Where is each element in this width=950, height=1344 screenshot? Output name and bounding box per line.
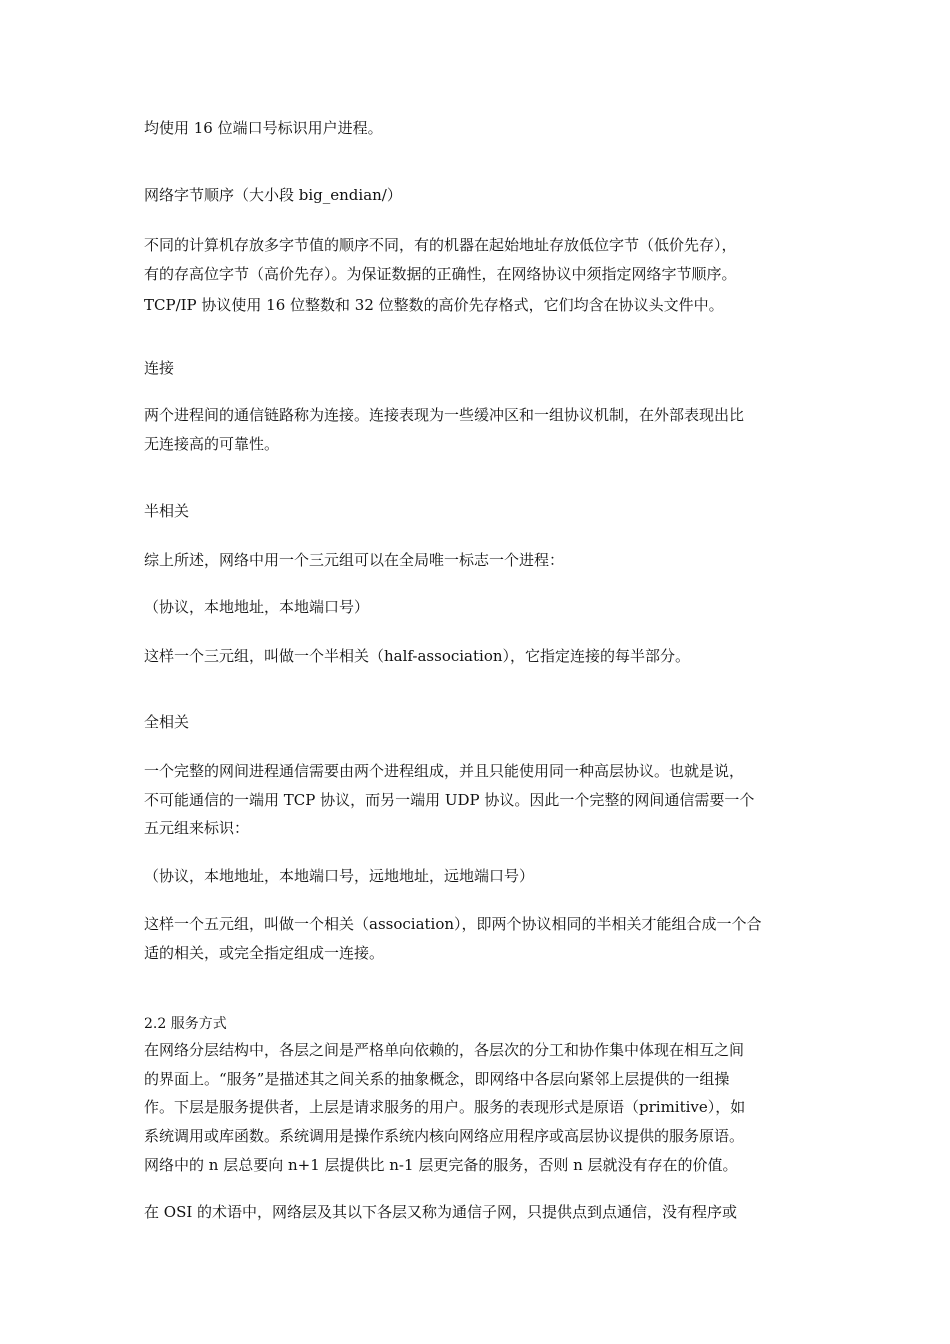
connection-line: 两个进程间的通信链路称为连接。连接表现为一些缓冲区和一组协议机制，在外部表现出比: [144, 406, 745, 424]
full-association-line: 五元组来标识：: [144, 819, 250, 837]
service-mode-heading: 2.2 服务方式: [144, 1016, 227, 1032]
connection-heading: 连接: [144, 359, 175, 377]
osi-line: 在 OSI 的术语中，网络层及其以下各层又称为通信子网，只提供点到点通信，没有程序或: [144, 1203, 738, 1221]
full-association-line: 不可能通信的一端用 TCP 协议，而另一端用 UDP 协议。因此一个完整的网间通信需要一个: [144, 791, 755, 809]
connection-line: 无连接高的可靠性。: [144, 435, 280, 453]
half-association-heading: 半相关: [144, 502, 190, 520]
intro-text: 均使用 16 位端口号标识用户进程。: [144, 119, 383, 137]
byte-order-line: TCP/IP 协议使用 16 位整数和 32 位整数的高价先存格式，它们均含在协议头文件中。: [144, 296, 724, 314]
service-mode-line: 系统调用或库函数。系统调用是操作系统内核向网络应用程序或高层协议提供的服务原语。: [144, 1127, 745, 1145]
half-association-tuple: （协议，本地地址，本地端口号）: [144, 598, 370, 616]
byte-order-line: 不同的计算机存放多字节值的顺序不同，有的机器在起始地址存放低位字节（低价先存），: [144, 236, 737, 254]
service-mode-line: 网络中的 n 层总要向 n+1 层提供比 n-1 层更完备的服务，否则 n 层就没有存在的价值。: [144, 1156, 738, 1174]
full-association-heading: 全相关: [144, 713, 190, 731]
service-mode-line: 的界面上。“服务”是描述其之间关系的抽象概念，即网络中各层向紧邻上层提供的一组操: [144, 1070, 730, 1088]
service-mode-line: 在网络分层结构中，各层之间是严格单向依赖的，各层次的分工和协作集中体现在相互之间: [144, 1041, 745, 1059]
full-association-line: 适的相关，或完全指定组成一连接。: [144, 944, 385, 962]
service-mode-line: 作。下层是服务提供者，上层是请求服务的用户。服务的表现形式是原语（primitive），如: [144, 1098, 746, 1116]
full-association-tuple: （协议，本地地址，本地端口号，远地地址，远地端口号）: [144, 867, 535, 885]
byte-order-heading: 网络字节顺序（大小段 big_endian/）: [144, 186, 402, 204]
byte-order-line: 有的存高位字节（高价先存）。为保证数据的正确性，在网络协议中须指定网络字节顺序。: [144, 265, 737, 283]
full-association-line: 这样一个五元组，叫做一个相关（association），即两个协议相同的半相关才能组合成一个合: [144, 915, 762, 933]
half-association-line: 这样一个三元组，叫做一个半相关（half-association），它指定连接的每半部分。: [144, 647, 691, 665]
half-association-line: 综上所述，网络中用一个三元组可以在全局唯一标志一个进程：: [144, 551, 565, 569]
full-association-line: 一个完整的网间进程通信需要由两个进程组成，并且只能使用同一种高层协议。也就是说，: [144, 762, 745, 780]
